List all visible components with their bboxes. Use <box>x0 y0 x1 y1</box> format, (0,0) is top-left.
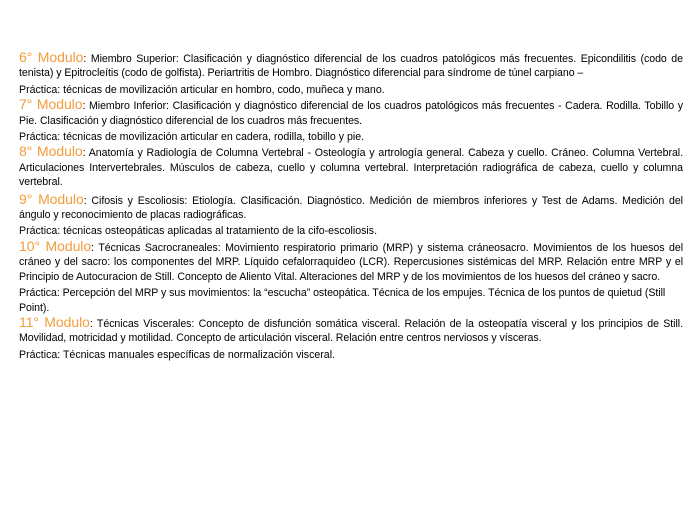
module-7-practice: Práctica: técnicas de movilización articular en cadera, rodilla, tobillo y pie. <box>19 131 365 144</box>
module-8-title: 8° Modulo <box>19 143 83 160</box>
module-6-body: : Miembro Superior: Clasificación y diagnóstico diferencial de los cuadros patológicos más frecuentes. Epicondilitis (codo de tenista) y Epitrocleítis (codo de golfista). Periartritis de Hombro. Diagnóstico diferencial para síndrome de túnel carpiano – <box>19 53 683 80</box>
module-6-title: 6° Modulo <box>19 49 84 65</box>
module-10-body: : Técnicas Sacrocraneales: Movimiento respiratorio primario (MRP) y sistema cráneosacro. Movimientos de los huesos del cráneo y del sacro: los componentes del MRP. Líquido cefalorraquídeo (LCR). Repercusiones sistémicas del MRP. Relación entre MRP y el Principio de Autocuracion de Still. Concepto de Aliento Vital. Alteraciones del MRP y de los movimientos de los huesos del cráneo y sacro. <box>19 241 683 283</box>
module-11-title: 11° Modulo <box>19 313 90 330</box>
module-9-description <box>19 192 683 223</box>
module-11-body: : Técnicas Viscerales: Concepto de disfunción somática visceral. Relación de la osteopatía visceral y los principios de Still. Movilidad, motricidad y motilidad. Concepto de articulación visceral. Relación entre centros nerviosos y vísceras. <box>19 317 683 345</box>
module-8-body: : Anatomía y Radiología de Columna Vertebral - Osteología y artrología general. Cabeza y cuello. Cráneo. Columna Vertebral. Articulaciones Intervertebrales. Músculos de cabeza, cuello y columna vertebral. Interpretación radiográfica de cabeza, cuello y columna vertebral. <box>19 147 683 189</box>
module-11 <box>19 315 683 362</box>
module-10 <box>19 239 683 315</box>
module-10-title: 10° Modulo <box>19 237 92 254</box>
module-7 <box>19 97 683 144</box>
module-7-description <box>19 97 683 128</box>
module-11-practice: Práctica: Técnicas manuales específicas de normalización visceral. <box>19 348 335 361</box>
module-9-practice: Práctica: técnicas osteopáticas aplicadas al tratamiento de la cifo-escoliosis. <box>19 225 378 238</box>
module-11-description <box>19 315 683 346</box>
module-6-description <box>19 50 683 81</box>
module-9-title: 9° Modulo <box>19 190 84 207</box>
module-7-body: : Miembro Inferior: Clasificación y diagnóstico diferencial de los cuadros patológicos más frecuentes - Cadera. Rodilla. Tobillo y Pie. Clasificación y diagnóstico diferencial de los cuadros más frecuentes. <box>19 100 683 127</box>
module-6 <box>19 50 683 97</box>
module-8-description <box>19 144 683 189</box>
module-10-description <box>19 239 683 284</box>
slide-content <box>19 50 683 362</box>
module-10-practice: Práctica: Percepción del MRP y sus movimientos: la “escucha” osteopática. Técnica de los empujes. Técnica de los puntos de quietud (Still Point). <box>19 287 666 314</box>
module-8 <box>19 144 683 189</box>
module-6-practice: Práctica: técnicas de movilización articular en hombro, codo, muñeca y mano. <box>19 83 385 96</box>
module-9-body: : Cifosis y Escoliosis: Etiología. Clasificación. Diagnóstico. Medición de miembros inferiores y Test de Adams. Medición del ángulo y reconocimiento de placas radiográficas. <box>19 194 683 222</box>
module-7-title: 7° Modulo <box>19 96 83 113</box>
module-9 <box>19 192 683 239</box>
